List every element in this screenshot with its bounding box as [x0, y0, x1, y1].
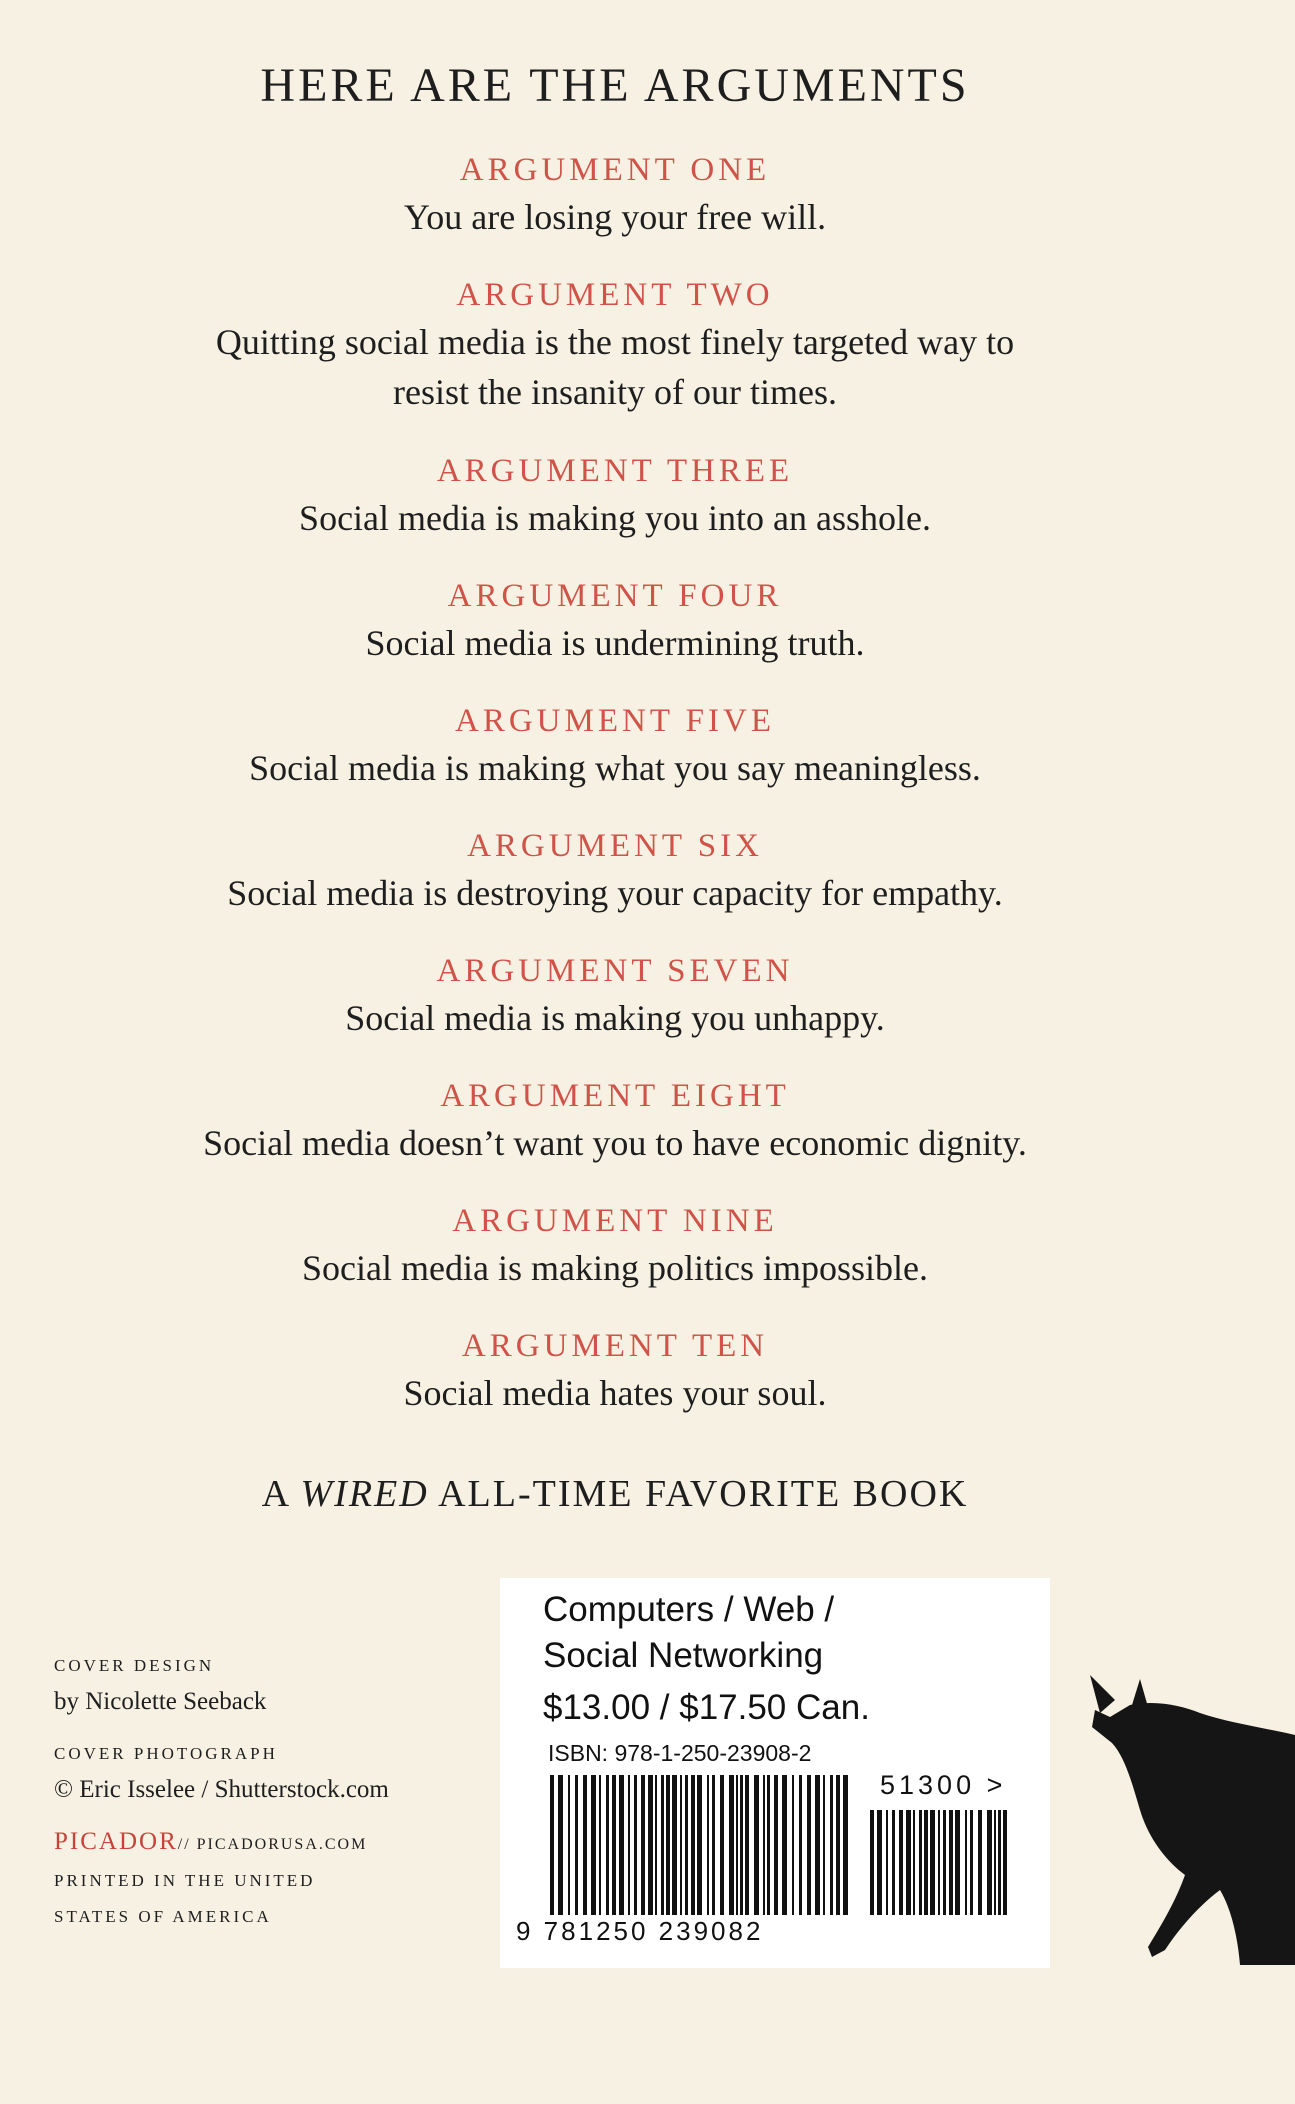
- argument-item: [0, 146, 1230, 271]
- publisher-name: PICADOR: [54, 1828, 178, 1855]
- argument-text: Social media is destroying your capacity for empathy.: [227, 873, 1003, 913]
- argument-title: ARGUMENT TWO: [456, 277, 774, 313]
- barcode-bar: [938, 1810, 940, 1915]
- barcode-bar: [736, 1775, 738, 1915]
- argument-text: Social media hates your soul.: [403, 1373, 827, 1413]
- barcode-bar: [892, 1810, 895, 1915]
- barcode-bar: [998, 1810, 1001, 1915]
- publisher-line: [54, 1824, 504, 1863]
- wired-prefix: A: [261, 1473, 301, 1515]
- barcode-bar: [774, 1775, 778, 1915]
- argument-item: [0, 697, 1230, 822]
- argument-item: [0, 572, 1230, 697]
- barcode-bar: [767, 1775, 770, 1915]
- barcode-bar: [583, 1775, 587, 1915]
- barcode-bar: [906, 1810, 911, 1915]
- printed-in-line1: PRINTED IN THE UNITED: [54, 1871, 316, 1890]
- barcode-bar: [666, 1775, 670, 1915]
- barcode-bar: [641, 1775, 645, 1915]
- barcode-bar: [712, 1775, 715, 1915]
- barcode-bar: [568, 1775, 570, 1915]
- argument-title: ARGUMENT THREE: [436, 453, 794, 489]
- publisher-url: // PICADORUSA.COM: [177, 1836, 368, 1853]
- barcode-bar: [691, 1775, 695, 1915]
- barcode-bar: [591, 1775, 596, 1915]
- argument-title: ARGUMENT TEN: [461, 1328, 769, 1364]
- barcode-bar: [606, 1775, 609, 1915]
- credits-block: [54, 1648, 504, 1935]
- barcode-bar: [648, 1775, 653, 1915]
- argument-title: ARGUMENT FIVE: [455, 703, 775, 739]
- barcode-bar: [754, 1775, 759, 1915]
- barcode-bar: [978, 1810, 982, 1915]
- barcode-bar: [913, 1810, 915, 1915]
- price-label: $13.00 / $17.50 Can.: [543, 1688, 870, 1727]
- barcode-bar: [943, 1810, 946, 1915]
- barcode-bar: [634, 1775, 637, 1915]
- barcode-bar: [1003, 1810, 1007, 1915]
- black-cat-photo: [1070, 1665, 1295, 1965]
- barcode-bar: [955, 1810, 960, 1915]
- barcode-bar: [836, 1775, 840, 1915]
- barcode-bar: [792, 1775, 794, 1915]
- barcode-bar: [994, 1810, 996, 1915]
- argument-text: Social media doesn’t want you to have economic dignity.: [203, 1123, 1027, 1163]
- argument-text: Social media is making you unhappy.: [345, 998, 885, 1038]
- argument-text: You are losing your free will.: [403, 197, 827, 237]
- argument-text: Social media is making what you say meaningless.: [249, 748, 981, 788]
- argument-item: [0, 447, 1230, 572]
- cover-design-credit: by Nicolette Seeback: [54, 1688, 267, 1715]
- barcode-bar: [628, 1775, 630, 1915]
- barcode-bar: [729, 1775, 734, 1915]
- barcode-bar: [612, 1775, 616, 1915]
- argument-title: ARGUMENT SIX: [467, 828, 763, 864]
- argument-text: Social media is undermining truth.: [365, 623, 865, 663]
- barcode-bar: [886, 1810, 888, 1915]
- argument-title: ARGUMENT FOUR: [447, 578, 783, 614]
- barcode-bar: [782, 1775, 787, 1915]
- barcode-bar: [899, 1810, 903, 1915]
- barcode-bar: [924, 1810, 928, 1915]
- addon-barcode: [868, 1810, 1008, 1915]
- barcode-bar: [799, 1775, 802, 1915]
- page-title: HERE ARE THE ARGUMENTS: [260, 59, 970, 112]
- barcode-bar: [823, 1775, 825, 1915]
- barcode-bar: [830, 1775, 833, 1915]
- barcode-bar: [870, 1810, 874, 1915]
- argument-item: [0, 1072, 1230, 1197]
- arguments-list: [0, 146, 1230, 1447]
- argument-item: [0, 271, 1230, 447]
- argument-title: ARGUMENT ONE: [459, 152, 771, 188]
- argument-item: [0, 822, 1230, 947]
- argument-title: ARGUMENT SEVEN: [436, 953, 794, 989]
- barcode-bar: [680, 1775, 682, 1915]
- isbn-label: ISBN: 978-1-250-23908-2: [548, 1740, 812, 1766]
- barcode-bar: [599, 1775, 601, 1915]
- argument-item: [0, 1322, 1230, 1447]
- barcode-bar: [745, 1775, 749, 1915]
- barcode-bar: [949, 1810, 953, 1915]
- price-addon-number: 51300 >: [880, 1770, 1007, 1800]
- barcode-bar: [965, 1810, 967, 1915]
- barcode-bar: [672, 1775, 677, 1915]
- barcode-bar: [685, 1775, 688, 1915]
- barcode-bar: [655, 1775, 657, 1915]
- isbn-barcode: [548, 1775, 848, 1915]
- barcode-bar: [987, 1810, 992, 1915]
- category-line-1: Computers / Web /: [543, 1590, 835, 1629]
- barcode-bar: [619, 1775, 624, 1915]
- barcode-bar: [558, 1775, 563, 1915]
- wired-suffix: ALL-TIME FAVORITE BOOK: [428, 1473, 969, 1515]
- wired-name: WIRED: [300, 1473, 429, 1515]
- cover-photo-credit: © Eric Isselee / Shutterstock.com: [54, 1776, 389, 1803]
- argument-title: ARGUMENT NINE: [452, 1203, 778, 1239]
- barcode-bar: [807, 1775, 811, 1915]
- argument-text-continued: resist the insanity of our times.: [393, 372, 837, 412]
- category-line-2: Social Networking: [543, 1636, 824, 1675]
- argument-item: [0, 947, 1230, 1072]
- cover-photo-label: COVER PHOTOGRAPH: [54, 1744, 278, 1763]
- barcode-bar: [815, 1775, 820, 1915]
- barcode-bar: [661, 1775, 664, 1915]
- barcode-bar: [697, 1775, 702, 1915]
- cover-design-label: COVER DESIGN: [54, 1656, 215, 1675]
- barcode-bar: [763, 1775, 765, 1915]
- barcode-bar: [720, 1775, 724, 1915]
- printed-in-line2: STATES OF AMERICA: [54, 1907, 272, 1926]
- barcode-bar: [550, 1775, 554, 1915]
- barcode-digits: 9 781250 239082: [516, 1916, 764, 1946]
- barcode-bar: [740, 1775, 743, 1915]
- barcode-bar: [970, 1810, 973, 1915]
- barcode-bar: [919, 1810, 922, 1915]
- barcode-bar: [930, 1810, 935, 1915]
- argument-title: ARGUMENT EIGHT: [440, 1078, 790, 1114]
- wired-tagline: [0, 1472, 1230, 1516]
- barcode-bar: [575, 1775, 578, 1915]
- argument-text: Social media is making politics impossible.: [302, 1248, 928, 1288]
- barcode-bar: [707, 1775, 709, 1915]
- barcode-bar: [843, 1775, 848, 1915]
- argument-text: Quitting social media is the most finely targeted way to: [215, 322, 1015, 362]
- argument-item: [0, 1197, 1230, 1322]
- barcode-bar: [877, 1810, 882, 1915]
- price-barcode-sticker: [500, 1578, 1050, 1968]
- argument-text: Social media is making you into an asshole.: [299, 498, 931, 538]
